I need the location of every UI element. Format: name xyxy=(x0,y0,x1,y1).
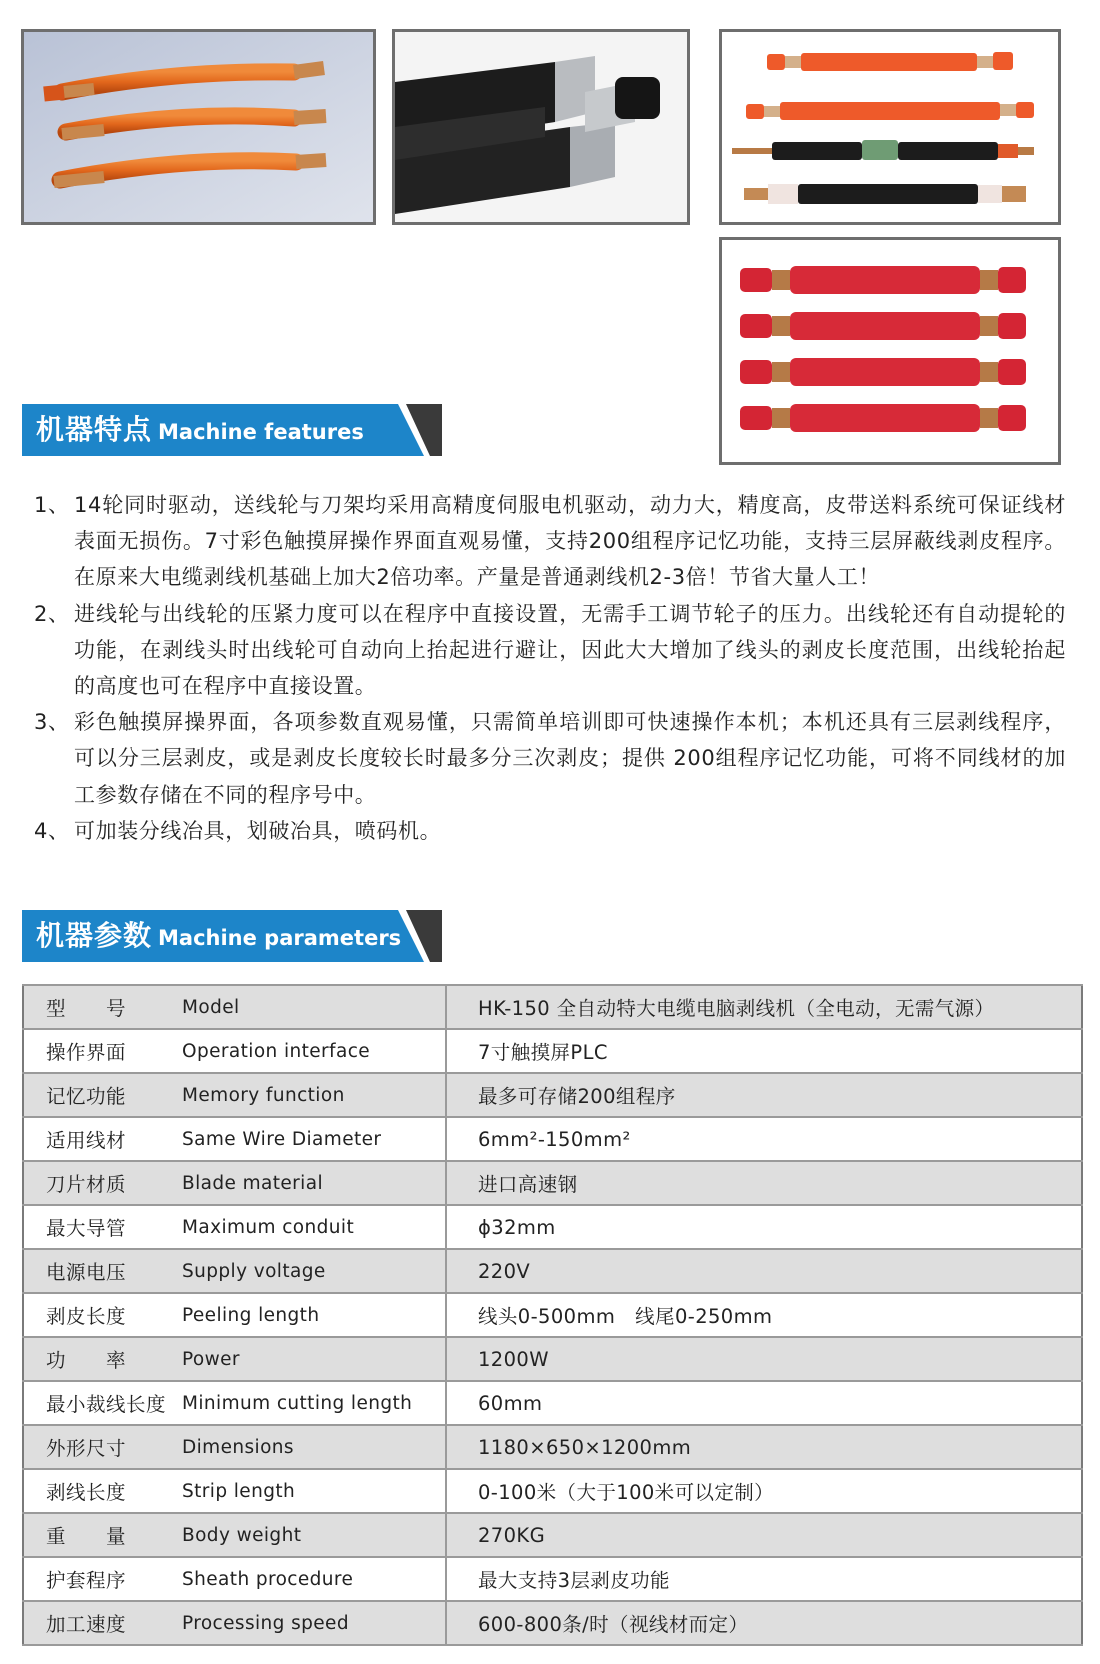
param-name-en: Dimensions xyxy=(182,1425,446,1469)
param-value: HK-150 全自动特大电缆电脑剥线机（全电动，无需气源） xyxy=(446,985,1082,1029)
param-value: 1180×650×1200mm xyxy=(446,1425,1082,1469)
table-row xyxy=(23,1337,1082,1381)
param-name-en: Peeling length xyxy=(182,1293,446,1337)
feature-number: 1、 xyxy=(34,493,70,517)
param-value: 7寸触摸屏PLC xyxy=(446,1029,1082,1073)
param-value: 最大支持3层剥皮功能 xyxy=(446,1557,1082,1601)
param-value: 0-100米（大于100米可以定制） xyxy=(446,1469,1082,1513)
feature-number: 2、 xyxy=(34,601,70,626)
param-value: 6mm²-150mm² xyxy=(446,1117,1082,1161)
param-name-cn: 功 率 xyxy=(23,1337,182,1381)
param-name-cn: 最大导管 xyxy=(23,1205,182,1249)
param-value: 270KG xyxy=(446,1513,1082,1557)
param-value: 进口高速钢 xyxy=(446,1161,1082,1205)
orange-cables-photo xyxy=(21,29,376,225)
param-name-en: Operation interface xyxy=(182,1029,446,1073)
table-row xyxy=(23,1117,1082,1161)
table-row xyxy=(23,1469,1082,1513)
table-row xyxy=(23,1425,1082,1469)
param-name-en: Blade material xyxy=(182,1161,446,1205)
param-value: ϕ32mm xyxy=(446,1205,1082,1249)
param-name-en: Power xyxy=(182,1337,446,1381)
param-name-cn: 加工速度 xyxy=(23,1601,182,1645)
param-value: 220V xyxy=(446,1249,1082,1293)
feature-number: 4、 xyxy=(34,818,70,843)
section-title-cn: 机器特点 xyxy=(36,413,153,446)
table-row xyxy=(23,1293,1082,1337)
section-title-en: Machine parameters xyxy=(158,926,402,950)
param-value: 1200W xyxy=(446,1337,1082,1381)
param-value: 最多可存储200组程序 xyxy=(446,1073,1082,1117)
param-name-cn: 剥线长度 xyxy=(23,1469,182,1513)
param-value: 线头0-500mm 线尾0-250mm xyxy=(446,1293,1082,1337)
param-name-en: Sheath procedure xyxy=(182,1557,446,1601)
table-row xyxy=(23,1601,1082,1645)
table-row xyxy=(23,1381,1082,1425)
feature-text: 彩色触摸屏操界面，各项参数直观易懂，只需简单培训即可快速操作本机；本机还具有三层剥线程序，可以分三层剥皮，或是剥皮长度较长时最多分三次剥皮；提供 200组程序记忆功能，可将不同线材的加工参数存储在不同的程序号中。 xyxy=(74,710,1066,807)
param-name-cn: 重 量 xyxy=(23,1513,182,1557)
feature-item xyxy=(34,487,1066,596)
feature-text: 14轮同时驱动，送线轮与刀架均采用高精度伺服电机驱动，动力大，精度高，皮带送料系统可保证线材表面无损伤。7寸彩色触摸屏操作界面直观易懂，支持200组程序记忆功能，支持三层屏蔽线剥皮程序。在原来大电缆剥线机基础上加大2倍功率。产量是普通剥线机2-3倍！节省大量人工！ xyxy=(74,493,1066,590)
features-section-header xyxy=(22,404,442,456)
mixed-cables-photo xyxy=(719,29,1061,225)
param-name-en: Body weight xyxy=(182,1513,446,1557)
param-value: 60mm xyxy=(446,1381,1082,1425)
red-cables-photo xyxy=(719,237,1061,465)
param-name-cn: 最小裁线长度 xyxy=(23,1381,182,1425)
feature-text: 可加装分线冶具，划破冶具，喷码机。 xyxy=(74,818,442,843)
param-name-en: Supply voltage xyxy=(182,1249,446,1293)
parameters-table xyxy=(22,984,1083,1646)
param-name-cn: 操作界面 xyxy=(23,1029,182,1073)
feature-text: 进线轮与出线轮的压紧力度可以在程序中直接设置，无需手工调节轮子的压力。出线轮还有自动提轮的功能，在剥线头时出线轮可自动向上抬起进行避让，因此大大增加了线头的剥皮长度范围，出线轮抬起的高度也可在程序中直接设置。 xyxy=(74,601,1066,699)
feature-item xyxy=(34,813,1066,849)
param-name-cn: 外形尺寸 xyxy=(23,1425,182,1469)
black-cables-photo xyxy=(392,29,690,225)
param-name-en: Memory function xyxy=(182,1073,446,1117)
table-row xyxy=(23,1557,1082,1601)
param-name-cn: 护套程序 xyxy=(23,1557,182,1601)
feature-item xyxy=(34,704,1066,813)
param-name-cn: 型 号 xyxy=(23,985,182,1029)
param-name-cn: 刀片材质 xyxy=(23,1161,182,1205)
table-row xyxy=(23,1513,1082,1557)
param-name-cn: 记忆功能 xyxy=(23,1073,182,1117)
param-name-en: Maximum conduit xyxy=(182,1205,446,1249)
feature-number: 3、 xyxy=(34,710,70,735)
param-name-en: Model xyxy=(182,985,446,1029)
section-title-cn: 机器参数 xyxy=(36,919,153,952)
param-name-en: Processing speed xyxy=(182,1601,446,1645)
table-row xyxy=(23,1205,1082,1249)
table-row xyxy=(23,1073,1082,1117)
table-row xyxy=(23,1161,1082,1205)
feature-item xyxy=(34,596,1066,705)
table-row xyxy=(23,1029,1082,1073)
params-section-header xyxy=(22,910,442,962)
param-name-en: Strip length xyxy=(182,1469,446,1513)
section-title-en: Machine features xyxy=(158,420,364,444)
param-name-en: Same Wire Diameter xyxy=(182,1117,446,1161)
table-row xyxy=(23,985,1082,1029)
param-name-cn: 剥皮长度 xyxy=(23,1293,182,1337)
param-name-cn: 电源电压 xyxy=(23,1249,182,1293)
table-row xyxy=(23,1249,1082,1293)
param-name-cn: 适用线材 xyxy=(23,1117,182,1161)
param-name-en: Minimum cutting length xyxy=(182,1381,446,1425)
features-list xyxy=(34,487,1066,849)
param-value: 600-800条/时（视线材而定） xyxy=(446,1601,1082,1645)
